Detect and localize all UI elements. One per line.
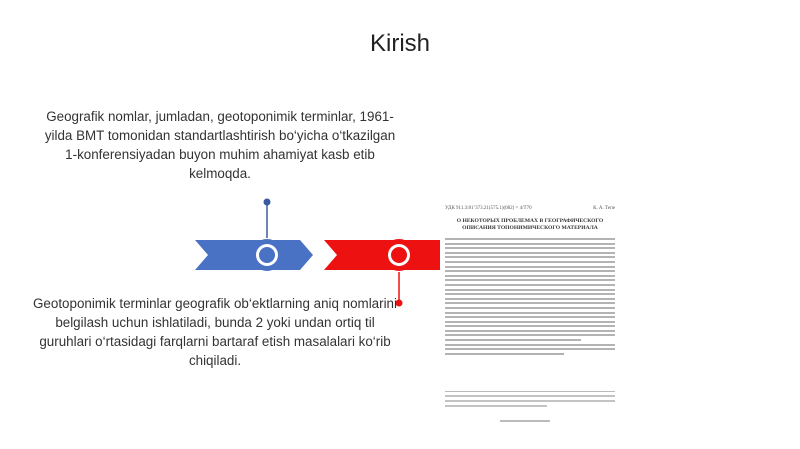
doc-body-lines (440, 238, 620, 355)
document-thumbnail (440, 200, 620, 428)
slide-title: Kirish (369, 30, 430, 57)
intro-paragraph-bottom: Geotoponimik terminlar geografik ob‘ektlarning aniq nomlarini belgilash uchun ishlatiladi, bunda 2 yoki undan ortiq til guruhlari o‘rtasidagi farqlarni bartaraf etish masalalari ko‘rib chiqiladi. (33, 296, 397, 368)
doc-header-right: К. А. Тепе (593, 206, 615, 211)
timeline-stem-dot-blue (264, 199, 271, 206)
doc-header-left: УДК 911.3:81’373.21(575.1)(082) = 4/Т70 (445, 206, 532, 211)
intro-paragraph-top: Geografik nomlar, jumladan, geotoponimik terminlar, 1961-yilda BMT tomonidan standartlashtirish bo‘yicha o‘tkazilgan 1-konferensiyadan buyon muhim ahamiyat kasb etib kelmoqda. (44, 109, 396, 181)
doc-footnote (445, 391, 615, 410)
doc-title: О НЕКОТОРЫХ ПРОБЛЕМАХ В ГЕОГРАФИЧЕСКОГО ОПИСАНИЯ ТОПОНИМИЧЕСКОГО МАТЕРИАЛА (456, 218, 604, 231)
doc-page-number (500, 420, 550, 422)
